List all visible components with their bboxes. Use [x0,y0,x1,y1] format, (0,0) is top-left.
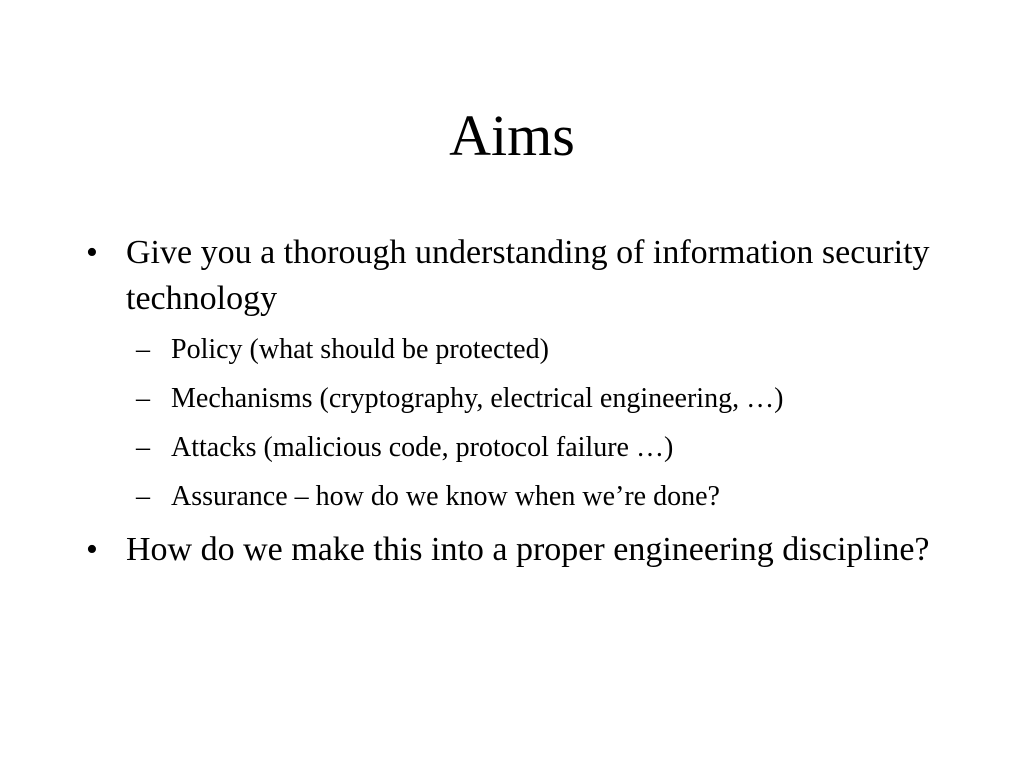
dash-icon: – [136,383,150,414]
sub-bullet-list [126,330,966,517]
sub-bullet-text: Mechanisms (cryptography, electrical engineering, …) [171,383,784,414]
sub-bullet-text: Attacks (malicious code, protocol failure …) [171,432,674,463]
dash-icon: – [136,334,150,365]
sub-bullet-text: Policy (what should be protected) [171,334,549,365]
dash-icon: – [136,432,150,463]
dash-icon: – [136,481,150,512]
sub-bullet-point [126,379,966,419]
bullet-text: Give you a thorough understanding of information security technology [126,234,930,317]
slide-title: Aims [449,103,575,168]
bullet-point-2 [86,527,966,573]
sub-bullet-point [126,477,966,517]
sub-bullet-text: Assurance – how do we know when we’re done? [171,481,720,512]
bullet-text: How do we make this into a proper engineering discipline? [126,531,930,568]
bullet-list [86,230,966,583]
bullet-point-1 [86,230,966,517]
bullet-icon: • [86,531,98,568]
sub-bullet-point [126,428,966,468]
bullet-icon: • [86,234,98,271]
sub-bullet-point [126,330,966,370]
